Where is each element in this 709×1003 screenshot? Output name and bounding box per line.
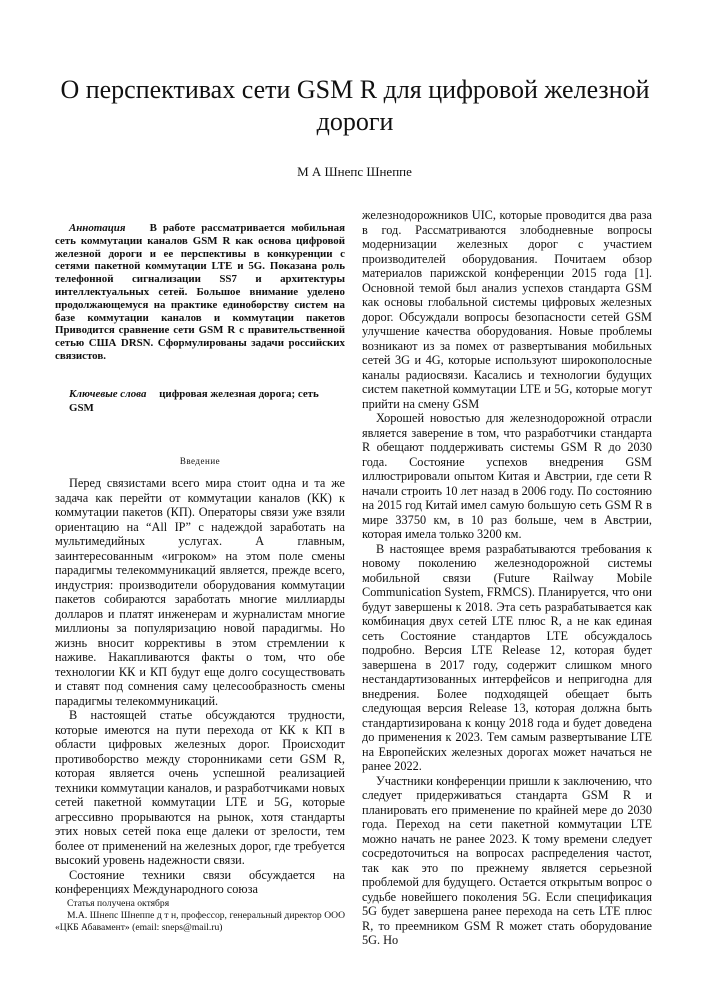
left-paragraph: Состояние техники связи обсуждается на конференциях Международного союза [55,867,345,897]
right-paragraph: железнодорожников UIC, которые проводится два раза в год. Рассматриваются злободневные вопросы модернизации железных дорог с участием производителей оборудования. Почитаем обзор материалов парижской конференции 2015 года [1]. Основной темой был анализ успехов стандарта GSM как основы глобальной системы цифровых железных дорог. Обсуждали вопросы безопасности сетей GSM улучшение качества оборудования. Новые проблемы возникают из за помех от развертывания мобильных сетей 3G и 4G, которые используют широкополосные каналы радиосвязи. Касались и технологии будущих систем пакетной коммутации LTE и 5G, которые могут прийти на смену GSM [362,208,652,411]
paper-title: О перспективах сети GSM R для цифровой железной дороги [60,75,650,136]
right-paragraph: В настоящее время разрабатываются требования к новому поколению железнодорожной системы мобильной связи (Future Railway Mobile Communication System, FRMCS). Планируется, что они будут завершены к 2018. Эта сеть разрабатывается как комбинация двух сетей LTE плюс R, а не как единая сеть Состояние стандартов LTE обсуждалось подробно. Версия LTE Release 12, которая будет завершена в 2017 году, содержит слишком много нестандартизованных интерфейсов и непригодна для внедрения. Более подходящей обещает быть следующая версия Release 13, которая должна быть стандартизирована к концу 2018 года и будет доведена до применения к 2023. Тем самым развертывание LTE на Европейских железных дорогах может начаться не ранее 2022. [362,541,652,773]
right-paragraph: Хорошей новостью для железнодорожной отрасли является заверение в том, что разработчики стандарта R обещают поддерживать системы GSM R до 2030 года. Состояние успехов внедрения GSM иллюстрировали опытом Китая и Австрии, где сети R начали строить 10 лет назад в 2006 году. По состоянию на 2015 год Китай имел самую большую сеть GSM R в мире 33750 км, в 10 раз больше, чем в Австрии, которая имела только 3200 км. [362,411,652,541]
right-paragraph: Участники конференции пришли к заключению, что следует придерживаться стандарта GSM R и планировать его применение по крайней мере до 2030 года. Переход на сети пакетной коммутации LTE можно начать не ранее 2023. К тому времени следует сосредоточиться на вопросах распределения частот, так как это по прежнему является серьезной проблемой для будущего. Остается открытым вопрос о судьбе новейшего поколения 5G. Если спецификация 5G будет завершена ранее перехода на сеть LTE плюс R, то преемником GSM R может стать оборудование 5G. Но [362,773,652,947]
section-heading: Введение [179,455,221,466]
right-column [362,208,652,948]
abstract-label: Аннотация [69,222,126,234]
keywords [69,387,345,416]
left-column [55,208,345,897]
left-paragraph: Перед связистами всего мира стоит одна и та же задача как перейти от коммутации каналов (КК) к коммутации пакетов (КП). Операторы связи уже взяли ориентацию на “All IP” с надеждой заработать на мультимедийных услугах. А главным, заинтересованным «игроком» на этом поле смены парадигмы телекоммуникаций является, прежде всего, индустрия: производители оборудования коммутации пакетов собираются заработать многие миллиарды долларов и платят инженерам и журналистам многие миллионы за популяризацию новой парадигмы. Но жизнь вносит коррективы в этом стремлении к наживе. Накапливаются факты о том, что обе технологии КК и КП будут еще долго сосуществовать и ставят под сомнения саму целесообразность смены парадигмы телекоммуникаций. [55,476,345,708]
footnote-received: Статья получена октября [67,898,170,909]
footnote [55,898,345,934]
abstract [55,222,345,363]
keywords-text: цифровая железная дорога; сеть GSM [69,387,319,415]
footnote-author-info: М.А. Шнепс Шнеппе д т н, профессор, генеральный директор ООО «ЦКБ Абавамент» (email: sneps@mail.ru) [55,910,345,933]
abstract-text: В работе рассматривается мобильная сеть коммутации каналов GSM R как основа цифровой железной дороги и ее перспективы в конкуренции с сетями пакетной коммутации LTE и 5G. Показана роль телефонной сигнализации SS7 и архитектуры интеллектуальных сетей. Большое внимание уделено продолжающемуся на практике единоборству систем на базе коммутации каналов и коммутации пакетов Приводится сравнение сети GSM R с правительственной сетью США DRSN. Сформулированы задачи российских связистов. [55,222,345,362]
keywords-label: Ключевые слова [69,387,147,400]
left-paragraph: В настоящей статье обсуждаются трудности, которые имеются на пути перехода от КК к КП в области цифровых железных дорог. Происходит противоборство между сторонниками сети GSM R, которая является очень успешной реализацией техники коммутации каналов, и разработчиками новых сетей пакетной коммутации LTE и 5G, которые агрессивно прорываются на рынок, хотя стандарты этих новых сетей пока еще далеки от зрелости, тем более от применений на железных дорог, где требуется высокий уровень надежности связи. [55,708,345,868]
author-line: М А Шнепс Шнеппе [297,164,412,179]
